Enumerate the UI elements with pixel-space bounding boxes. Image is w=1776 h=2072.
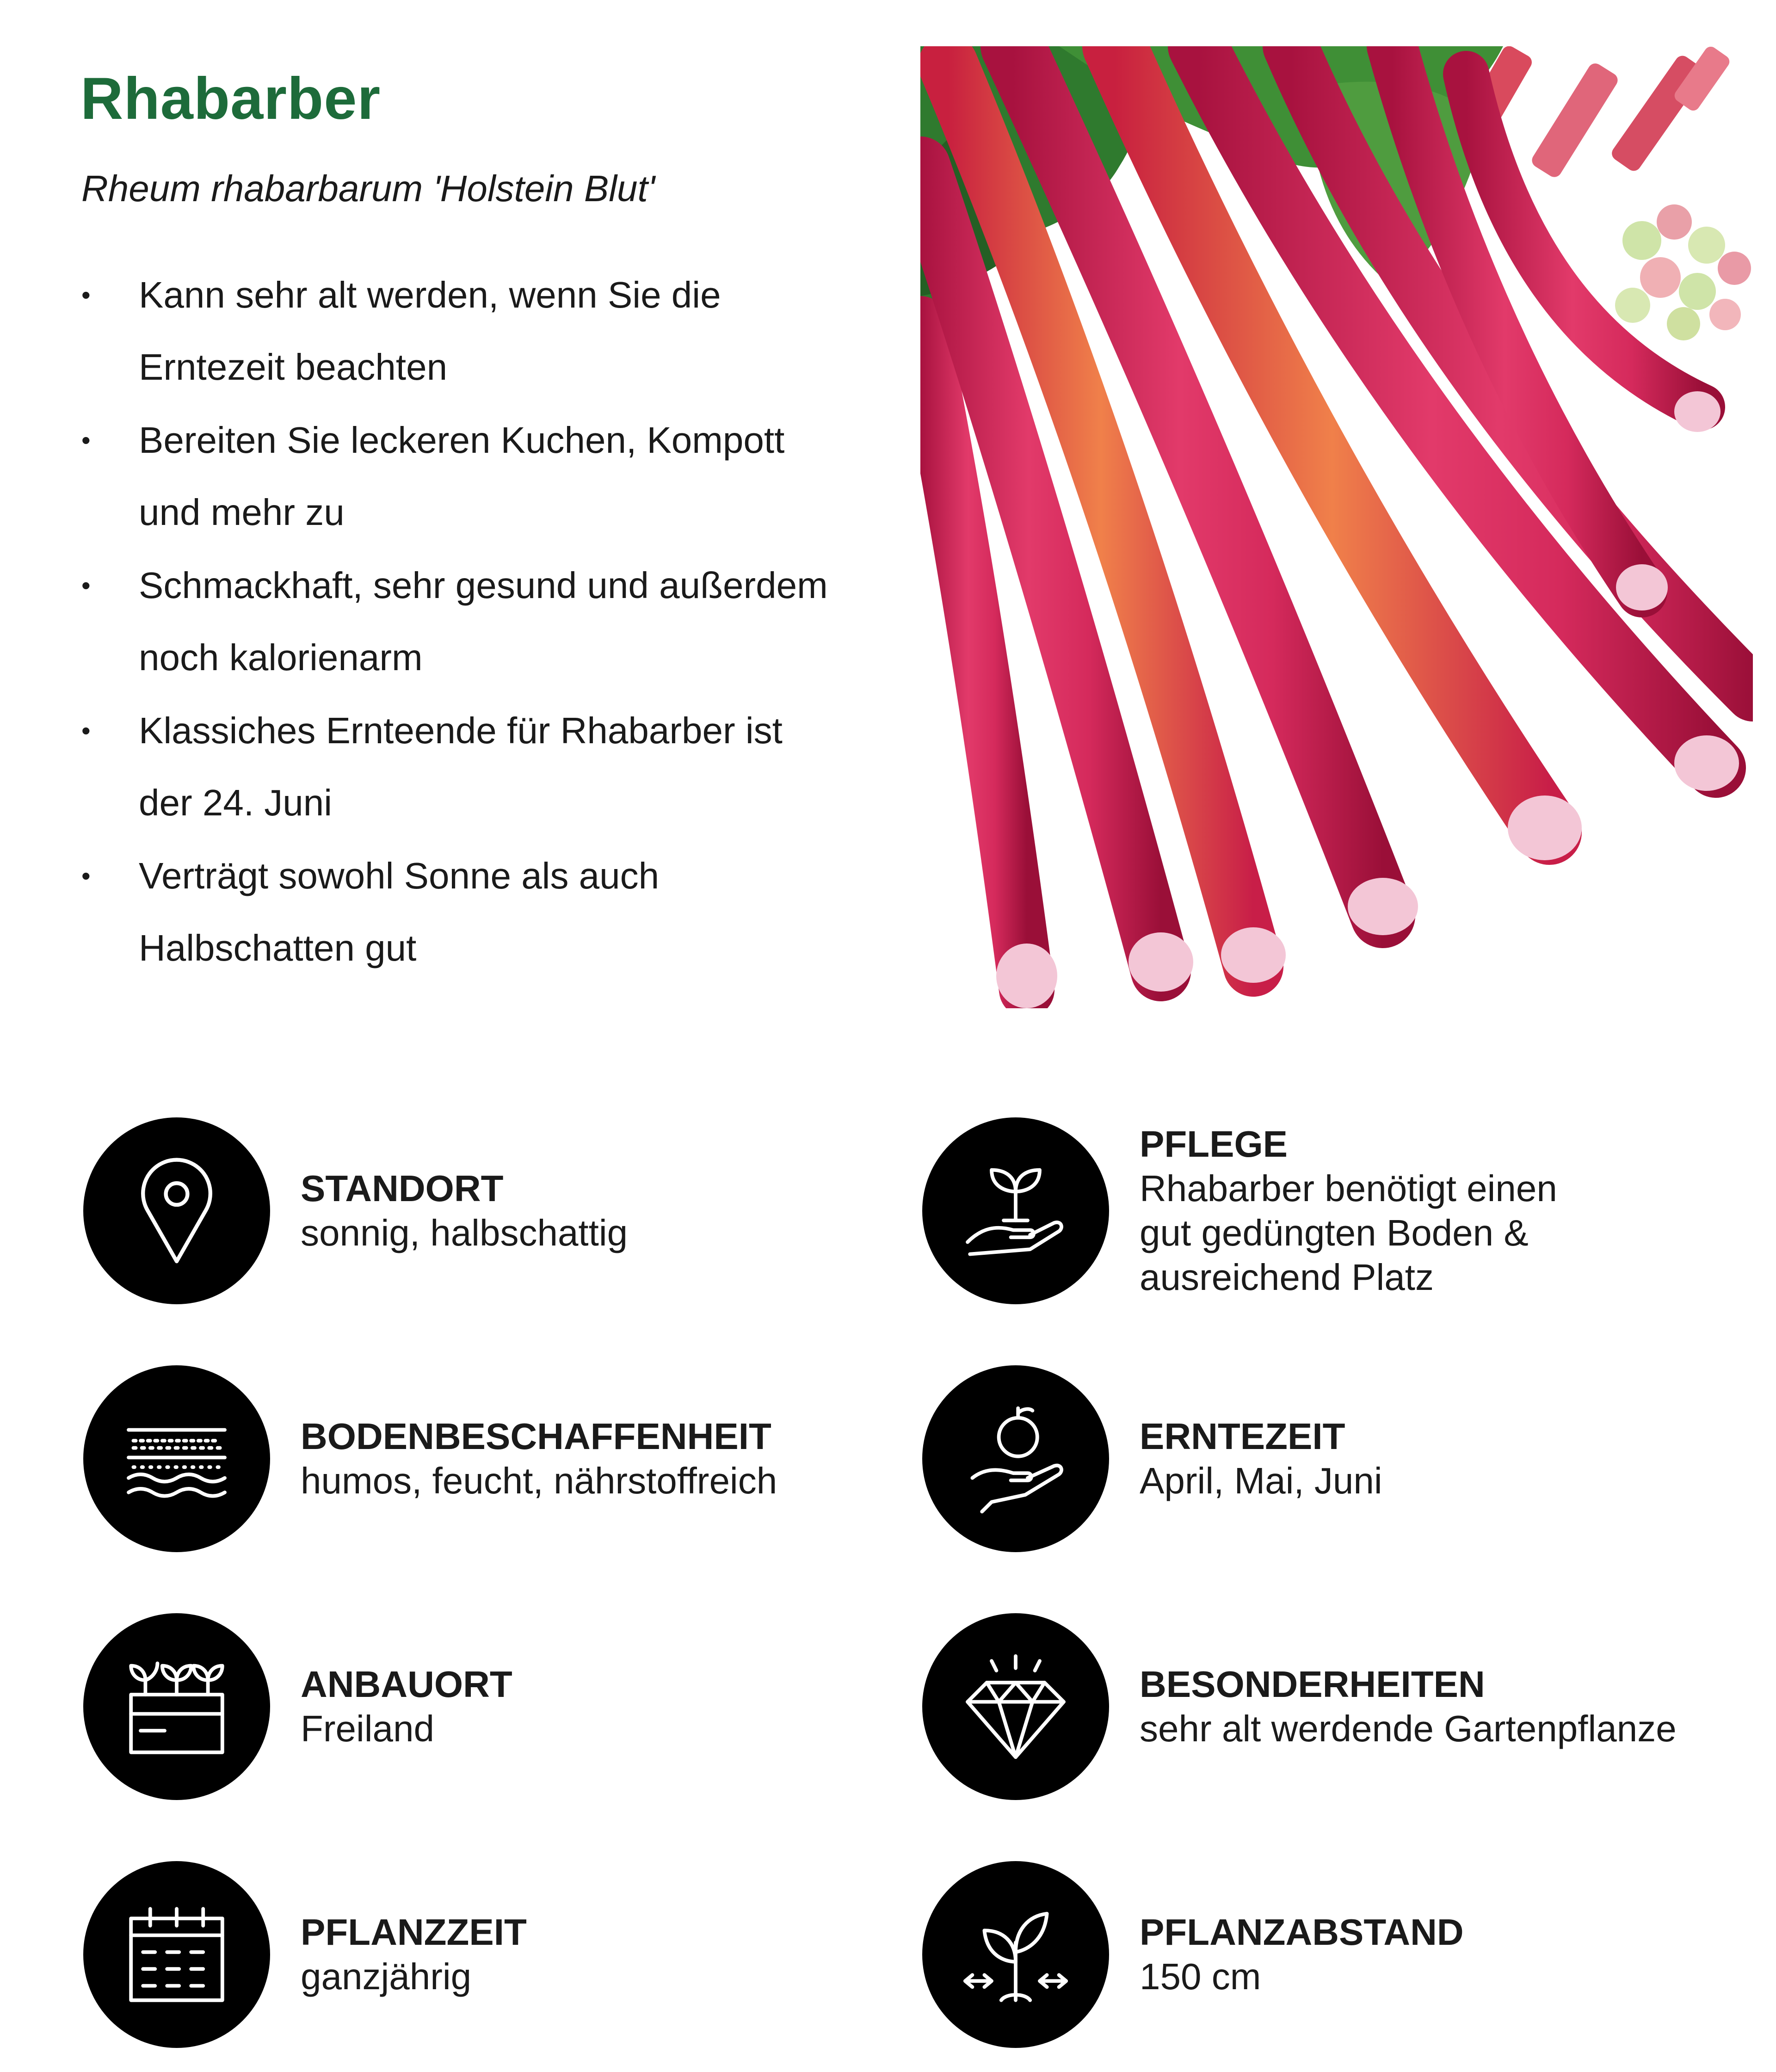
feature-pflege [922, 1117, 1557, 1304]
location-pin-icon [117, 1151, 237, 1271]
bullet-text: Bereiten Sie leckeren Kuchen, Kompott [139, 419, 785, 461]
feature-value: sehr alt werdende Gartenpflanze [1140, 1708, 1677, 1749]
bullet-item [79, 549, 883, 694]
bullet-item [79, 695, 883, 839]
bullet-text: Halbschatten gut [139, 927, 417, 968]
bullet-item [79, 259, 883, 403]
bullet-dot: • [81, 861, 91, 890]
bullet-text: und mehr zu [139, 492, 345, 533]
bullet-item [79, 840, 883, 984]
feature-label: PFLANZZEIT [301, 1912, 527, 1953]
plant-spacing-icon [956, 1894, 1076, 2015]
bullet-text: Verträgt sowohl Sonne als auch [139, 855, 660, 896]
bullet-text: Klassiches Ernteende für Rhabarber ist [139, 710, 783, 751]
page-title: Rhabarber [80, 66, 381, 132]
seedling-bed-icon [117, 1646, 237, 1767]
feature-label: ANBAUORT [301, 1664, 512, 1705]
feature-value: Freiland [301, 1708, 435, 1749]
feature-value: Rhabarber benötigt einen gut gedüngten Boden & ausreichend Platz [1140, 1168, 1557, 1298]
feature-label: BODENBESCHAFFENHEIT [301, 1416, 771, 1457]
feature-erntezeit [922, 1365, 1382, 1552]
bullet-text: noch kalorienarm [139, 637, 423, 678]
chopped-rhubarb [1615, 204, 1751, 340]
feature-label: PFLANZABSTAND [1140, 1912, 1464, 1953]
plant-in-hand-icon [956, 1151, 1076, 1271]
bullet-dot: • [81, 716, 91, 745]
feature-label: BESONDERHEITEN [1140, 1664, 1485, 1705]
icon-circle [922, 1613, 1109, 1800]
feature-anbauort [83, 1613, 512, 1800]
bullet-dot: • [81, 280, 91, 309]
rhubarb-product-photo [920, 46, 1753, 1008]
feature-pflanzzeit [83, 1861, 527, 2048]
icon-circle [922, 1365, 1109, 1552]
soil-layers-icon [117, 1399, 237, 1519]
feature-standort [83, 1117, 628, 1304]
feature-label: ERNTEZEIT [1140, 1416, 1345, 1457]
bullet-text: Erntezeit beachten [139, 346, 448, 388]
bullet-text: Kann sehr alt werden, wenn Sie die [139, 274, 721, 315]
feature-value: sonnig, halbschattig [301, 1212, 628, 1253]
icon-circle [83, 1117, 270, 1304]
feature-besonderheiten [922, 1613, 1677, 1800]
feature-label: PFLEGE [1140, 1123, 1288, 1165]
bullet-dot: • [81, 426, 91, 455]
bullet-text: Schmackhaft, sehr gesund und außerdem [139, 565, 828, 606]
icon-circle [922, 1861, 1109, 2048]
feature-bodenbeschaffenheit [83, 1365, 777, 1552]
feature-value: April, Mai, Juni [1140, 1460, 1382, 1501]
feature-value: humos, feucht, nährstoffreich [301, 1460, 777, 1501]
bullet-dot: • [81, 571, 91, 600]
feature-pflanzabstand [922, 1861, 1464, 2048]
fruit-in-hand-icon [956, 1399, 1076, 1519]
bullet-text: der 24. Juni [139, 782, 333, 823]
icon-circle [83, 1365, 270, 1552]
diamond-icon [956, 1646, 1076, 1767]
calendar-icon [117, 1894, 237, 2015]
feature-value: ganzjährig [301, 1956, 472, 1997]
bullet-item [79, 404, 883, 549]
icon-circle [83, 1613, 270, 1800]
feature-value: 150 cm [1140, 1956, 1261, 1997]
icon-circle [83, 1861, 270, 2048]
icon-circle [922, 1117, 1109, 1304]
botanical-name: Rheum rhabarbarum 'Holstein Blut' [81, 168, 655, 209]
feature-label: STANDORT [301, 1168, 504, 1209]
feature-bullet-list [79, 259, 883, 985]
